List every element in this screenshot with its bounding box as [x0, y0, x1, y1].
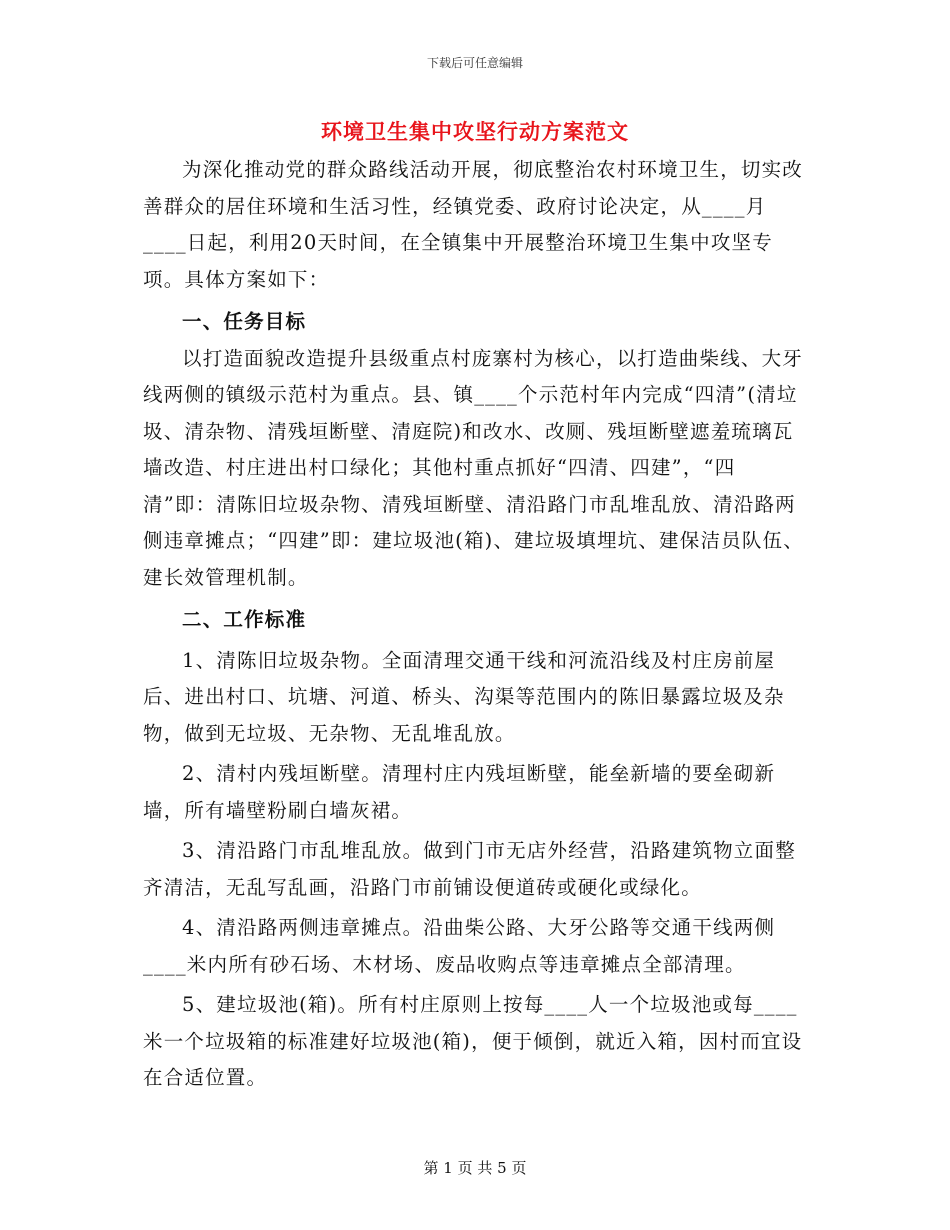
standard-item-3: 3、清沿路门市乱堆乱放。做到门市无店外经营，沿路建筑物立面整齐清洁，无乱写乱画，沿路门市前铺设便道砖或硬化或绿化。	[143, 839, 796, 899]
document-body	[143, 152, 808, 1097]
page-header-note: 下载后可任意编辑	[426, 56, 523, 70]
standard-item-4: 4、清沿路两侧违章摊点。沿曲柴公路、大牙公路等交通干线两侧____米内所有砂石场、木材场、废品收购点等违章摊点全部清理。	[143, 916, 776, 976]
standard-item-5: 5、建垃圾池(箱)。所有村庄原则上按每____人一个垃圾池或每____米一个垃圾箱的标准建好垃圾池(箱)，便于倾倒，就近入箱，因村而宜设在合适位置。	[143, 993, 803, 1089]
standard-item-1: 1、清陈旧垃圾杂物。全面清理交通干线和河流沿线及村庄房前屋后、进出村口、坑塘、河道、桥头、沟渠等范围内的陈旧暴露垃圾及杂物，做到无垃圾、无杂物、无乱堆乱放。	[143, 648, 785, 745]
document-title: 环境卫生集中攻坚行动方案范文	[321, 119, 629, 144]
section-heading-goals: 一、任务目标	[182, 310, 307, 333]
intro-paragraph: 为深化推动党的群众路线活动开展，彻底整治农村环境卫生，切实改善群众的居住环境和生活习性，经镇党委、政府讨论决定，从____月____日起，利用20天时间，在全镇集中开展整治环境卫生集中攻坚专项。具体方案如下：	[143, 158, 804, 291]
section-heading-standards: 二、工作标准	[182, 608, 307, 631]
goals-paragraph: 以打造面貌改造提升县级重点村庞寨村为核心，以打造曲柴线、大牙线两侧的镇级示范村为重点。县、镇____个示范村年内完成“四清”(清垃圾、清杂物、清残垣断壁、清庭院)和改水、改厕、残垣断壁遮羞琉璃瓦墙改造、村庄进出村口绿化；其他村重点抓好“四清、四建”，“四清”即：清陈旧垃圾杂物、清残垣断壁、清沿路门市乱堆乱放、清沿路两侧违章摊点；“四建”即：建垃圾池(箱)、建垃圾填埋坑、建保洁员队伍、建长效管理机制。	[143, 346, 804, 589]
page-number: 第 1 页 共 5 页	[423, 1159, 527, 1177]
standard-item-2: 2、清村内残垣断壁。清理村庄内残垣断壁，能垒新墙的要垒砌新墙，所有墙壁粉刷白墙灰裙。	[143, 762, 776, 822]
